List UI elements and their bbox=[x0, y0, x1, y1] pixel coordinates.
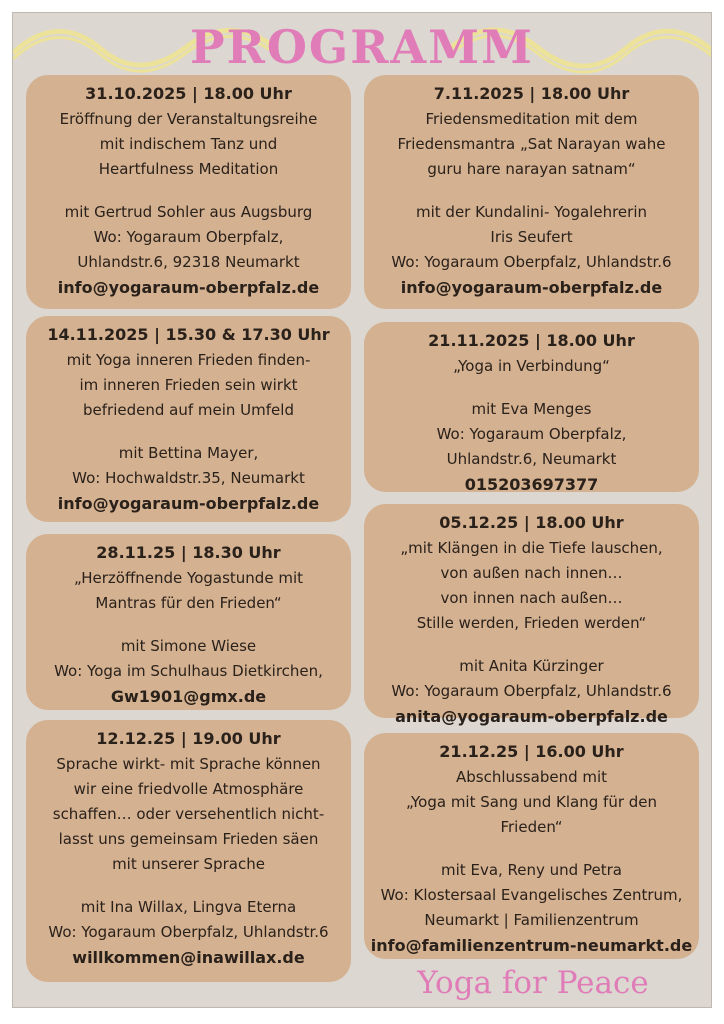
event-date: 28.11.25 | 18.30 Uhr bbox=[96, 543, 281, 562]
host-line: Wo: Yogaraum Oberpfalz, Uhlandstr.6 bbox=[391, 682, 672, 700]
description-line: wir eine friedvolle Atmosphäre bbox=[73, 780, 304, 798]
description-line: Eröffnung der Veranstaltungsreihe bbox=[59, 110, 318, 128]
program-flyer bbox=[12, 12, 712, 1008]
event-date: 05.12.25 | 18.00 Uhr bbox=[439, 513, 624, 532]
host-line: Wo: Yogaraum Oberpfalz, bbox=[436, 425, 627, 443]
event-contact: willkommen@inawillax.de bbox=[72, 948, 305, 967]
event-description bbox=[364, 354, 699, 379]
event-card bbox=[364, 75, 699, 309]
event-host-location bbox=[364, 858, 699, 933]
host-line: mit Bettina Mayer, bbox=[118, 444, 259, 462]
event-contact: info@familienzentrum-neumarkt.de bbox=[370, 936, 693, 955]
page-title: PROGRAMM bbox=[190, 20, 534, 74]
description-line: „Yoga in Verbindung“ bbox=[453, 357, 610, 375]
event-date: 14.11.2025 | 15.30 & 17.30 Uhr bbox=[47, 325, 330, 344]
footer-slogan: Yoga for Peace bbox=[417, 965, 649, 1001]
host-line: mit Simone Wiese bbox=[120, 637, 257, 655]
event-card bbox=[26, 534, 351, 710]
host-line: Iris Seufert bbox=[490, 228, 573, 246]
host-line: mit Ina Willax, Lingva Eterna bbox=[80, 898, 297, 916]
host-line: Wo: Yogaraum Oberpfalz, Uhlandstr.6 bbox=[48, 923, 329, 941]
host-line: Uhlandstr.6, 92318 Neumarkt bbox=[77, 253, 300, 271]
event-date: 12.12.25 | 19.00 Uhr bbox=[96, 729, 281, 748]
description-line: lasst uns gemeinsam Frieden säen bbox=[58, 830, 319, 848]
description-line: Heartfulness Meditation bbox=[98, 160, 279, 178]
description-line: Sprache wirkt- mit Sprache können bbox=[56, 755, 321, 773]
event-host-location bbox=[26, 895, 351, 945]
event-description bbox=[26, 752, 351, 877]
event-description bbox=[364, 765, 699, 840]
event-date: 21.12.25 | 16.00 Uhr bbox=[439, 742, 624, 761]
event-contact: 015203697377 bbox=[464, 475, 599, 494]
description-line: von außen nach innen… bbox=[440, 564, 623, 582]
description-line: schaffen… oder versehentlich nicht- bbox=[52, 805, 325, 823]
event-card bbox=[364, 733, 699, 959]
event-card bbox=[26, 720, 351, 982]
event-date: 7.11.2025 | 18.00 Uhr bbox=[433, 84, 630, 103]
description-line: befriedend auf mein Umfeld bbox=[83, 401, 294, 419]
host-line: Wo: Yoga im Schulhaus Dietkirchen, bbox=[54, 662, 323, 680]
host-line: Neumarkt | Familienzentrum bbox=[424, 911, 639, 929]
host-line: Uhlandstr.6, Neumarkt bbox=[446, 450, 617, 468]
event-contact: Gw1901@gmx.de bbox=[110, 687, 267, 706]
host-line: mit Eva Menges bbox=[471, 400, 592, 418]
host-line: Wo: Klostersaal Evangelisches Zentrum, bbox=[380, 886, 683, 904]
description-line: Abschlussabend mit bbox=[455, 768, 608, 786]
event-date: 21.11.2025 | 18.00 Uhr bbox=[428, 331, 635, 350]
description-line: Friedensmeditation mit dem bbox=[425, 110, 638, 128]
event-description bbox=[364, 536, 699, 636]
description-line: guru hare narayan satnam“ bbox=[427, 160, 636, 178]
host-line: Wo: Yogaraum Oberpfalz, bbox=[93, 228, 284, 246]
description-line: Mantras für den Frieden“ bbox=[95, 594, 282, 612]
event-date: 31.10.2025 | 18.00 Uhr bbox=[85, 84, 292, 103]
description-line: „mit Klängen in die Tiefe lauschen, bbox=[400, 539, 663, 557]
event-host-location bbox=[364, 200, 699, 275]
event-contact: info@yogaraum-oberpfalz.de bbox=[57, 278, 320, 297]
event-contact: anita@yogaraum-oberpfalz.de bbox=[395, 707, 668, 726]
event-contact: info@yogaraum-oberpfalz.de bbox=[400, 278, 663, 297]
event-contact: info@yogaraum-oberpfalz.de bbox=[57, 494, 320, 513]
host-line: mit Gertrud Sohler aus Augsburg bbox=[64, 203, 313, 221]
event-host-location bbox=[26, 200, 351, 275]
event-description bbox=[26, 566, 351, 616]
event-card bbox=[364, 322, 699, 492]
description-line: mit Yoga inneren Frieden finden- bbox=[66, 351, 311, 369]
event-host-location bbox=[26, 441, 351, 491]
description-line: mit unserer Sprache bbox=[112, 855, 265, 873]
event-host-location bbox=[26, 634, 351, 684]
description-line: „Herzöffnende Yogastunde mit bbox=[73, 569, 303, 587]
event-card bbox=[26, 75, 351, 309]
description-line: „Yoga mit Sang und Klang für den bbox=[405, 793, 658, 811]
event-description bbox=[26, 348, 351, 423]
description-line: im inneren Frieden sein wirkt bbox=[79, 376, 298, 394]
description-line: Frieden“ bbox=[500, 818, 563, 836]
host-line: Wo: Hochwaldstr.35, Neumarkt bbox=[72, 469, 305, 487]
description-line: Stille werden, Frieden werden“ bbox=[416, 614, 647, 632]
description-line: von innen nach außen… bbox=[440, 589, 623, 607]
event-description bbox=[364, 107, 699, 182]
event-card bbox=[364, 504, 699, 726]
host-line: mit der Kundalini- Yogalehrerin bbox=[416, 203, 647, 221]
event-host-location bbox=[364, 397, 699, 472]
event-host-location bbox=[364, 654, 699, 704]
host-line: mit Anita Kürzinger bbox=[459, 657, 604, 675]
host-line: mit Eva, Reny und Petra bbox=[441, 861, 622, 879]
description-line: Friedensmantra „Sat Narayan wahe bbox=[397, 135, 666, 153]
event-card bbox=[26, 316, 351, 522]
description-line: mit indischem Tanz und bbox=[99, 135, 278, 153]
host-line: Wo: Yogaraum Oberpfalz, Uhlandstr.6 bbox=[391, 253, 672, 271]
event-description bbox=[26, 107, 351, 182]
